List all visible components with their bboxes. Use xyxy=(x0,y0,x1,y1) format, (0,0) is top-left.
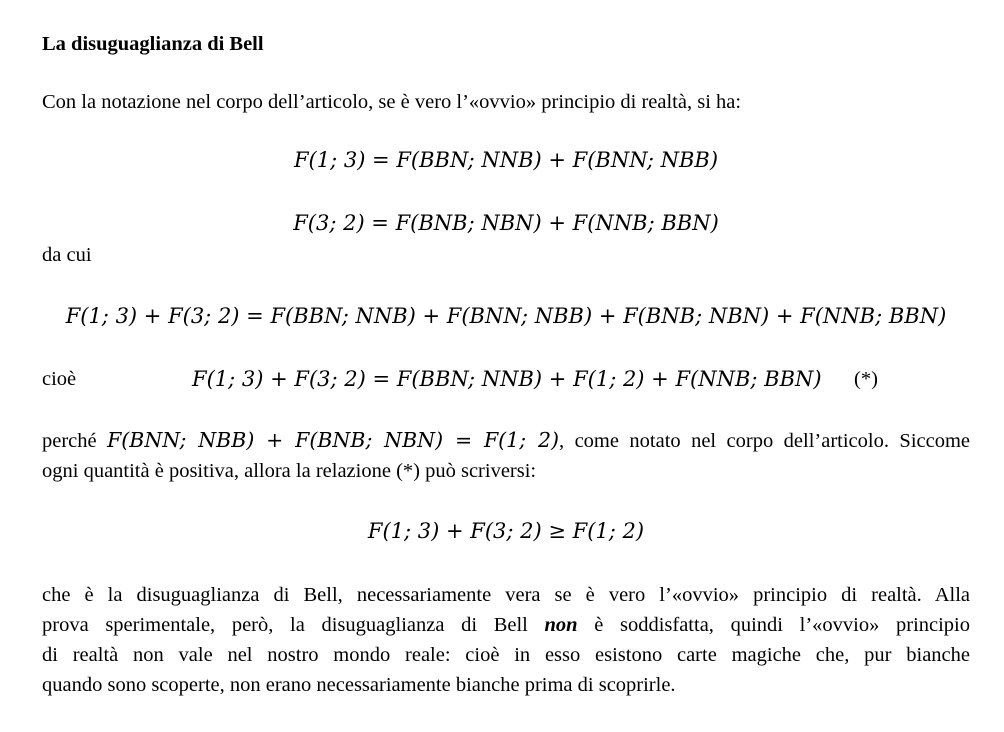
perche-text: perché xyxy=(42,430,97,452)
conclusion-text: prova sperimentale, però, la disuguaglianza di Bell xyxy=(42,614,528,636)
equation-5: F(1; 3) + F(3; 2) ≥ F(1; 2) xyxy=(367,519,645,543)
equation-4: F(1; 3) + F(3; 2) = F(BBN; NNB) + F(1; 2) + F(NNB; BBN) xyxy=(192,367,822,391)
equation-tag: (*) xyxy=(854,368,878,390)
paragraph-line xyxy=(42,610,970,640)
da-cui-text: da cui xyxy=(42,244,92,266)
equation-3: F(1; 3) + F(3; 2) = F(BBN; NNB) + F(BNN; NBB) + F(BNB; NBN) + F(NNB; BBN) xyxy=(65,304,947,328)
cioe-row xyxy=(42,364,970,394)
document-page xyxy=(42,0,970,732)
emphasis-non: non xyxy=(544,614,578,636)
intro-paragraph: Con la notazione nel corpo dell’articolo, se è vero l’«ovvio» principio di realtà, si ha: xyxy=(42,91,742,113)
paragraph-line: di realtà non vale nel nostro mondo reale: cioè in esso esistono carte magiche che, pur bianche xyxy=(42,644,970,666)
paragraph-conclusion xyxy=(42,580,970,700)
paragraph-line: che è la disuguaglianza di Bell, necessariamente vera se è vero l’«ovvio» principio di realtà. Alla xyxy=(42,584,970,606)
paragraph-line: ogni quantità è positiva, allora la relazione (*) può scriversi: xyxy=(42,460,537,482)
paragraph-line: quando sono scoperte, non erano necessariamente bianche prima di scoprirle. xyxy=(42,674,676,696)
document-title: La disuguaglianza di Bell xyxy=(42,33,264,55)
paragraph-perche xyxy=(42,425,970,486)
equation-2: F(3; 2) = F(BNB; NBN) + F(NNB; BBN) xyxy=(293,211,719,235)
conclusion-text-rest: è soddisfatta, quindi l’«ovvio» principio xyxy=(594,614,971,636)
cioe-label: cioè xyxy=(42,368,77,390)
perche-text-rest: , come notato nel corpo dell’articolo. Siccome xyxy=(559,430,971,452)
paragraph-line xyxy=(42,425,970,456)
inline-equation: F(BNN; NBB) + F(BNB; NBN) = F(1; 2) xyxy=(107,428,559,452)
equation-1: F(1; 3) = F(BBN; NNB) + F(BNN; NBB) xyxy=(293,148,719,172)
